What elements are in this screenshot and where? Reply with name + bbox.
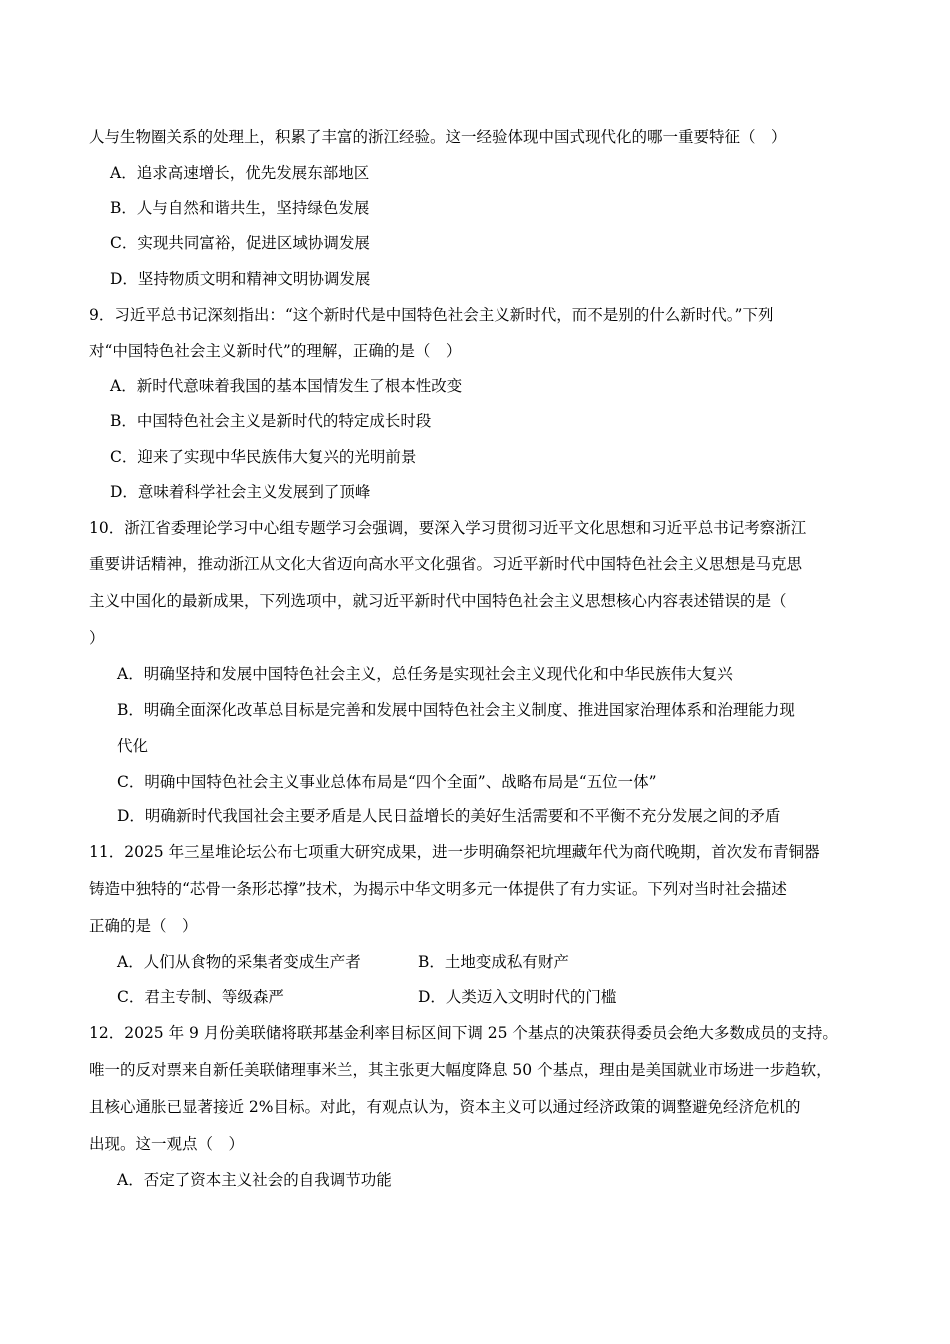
q9-option-b: B．中国特色社会主义是新时代的特定成长时段: [110, 412, 432, 430]
q9-option-c: C．迎来了实现中华民族伟大复兴的光明前景: [110, 448, 417, 466]
q8-option-a: A．追求高速增长，优先发展东部地区: [110, 164, 370, 182]
q10-option-b: B．明确全面深化改革总目标是完善和发展中国特色社会主义制度、推进国家治理体系和治理能力现: [117, 701, 795, 719]
q9-option-a: A．新时代意味着我国的基本国情发生了根本性改变: [110, 377, 463, 395]
q10-stem-line-3: 主义中国化的最新成果，下列选项中，就习近平新时代中国特色社会主义思想核心内容表述错误的是（: [89, 592, 787, 610]
q8-option-c: C．实现共同富裕，促进区域协调发展: [110, 234, 370, 252]
q10-option-d: D．明确新时代我国社会主要矛盾是人民日益增长的美好生活需要和不平衡不充分发展之间的矛盾: [117, 807, 781, 825]
q11-stem-line-3: 正确的是（ ）: [89, 917, 198, 935]
q9-stem-line-1: 9．习近平总书记深刻指出：“这个新时代是中国特色社会主义新时代，而不是别的什么新时代。”下列: [89, 306, 774, 324]
q10-option-b-continued: 代化: [117, 737, 149, 755]
q12-stem-line-3: 且核心通胀已显著接近 2%目标。对此，有观点认为，资本主义可以通过经济政策的调整避免经济危机的: [89, 1098, 801, 1116]
q12-stem-line-1: 12．2025 年 9 月份美联储将联邦基金利率目标区间下调 25 个基点的决策获得委员会绝大多数成员的支持。: [89, 1024, 838, 1042]
q9-option-d: D．意味着科学社会主义发展到了顶峰: [110, 483, 371, 501]
q12-stem-line-4: 出现。这一观点（ ）: [89, 1135, 245, 1153]
q12-option-a: A．否定了资本主义社会的自我调节功能: [117, 1171, 392, 1189]
q10-stem-line-4: ）: [89, 629, 105, 647]
q8-option-b: B．人与自然和谐共生，坚持绿色发展: [110, 199, 370, 217]
q8-stem-continuation: 人与生物圈关系的处理上，积累了丰富的浙江经验。这一经验体现中国式现代化的哪一重要特征（ ）: [89, 128, 787, 146]
q11-option-d: D．人类迈入文明时代的门槛: [418, 988, 617, 1006]
q9-stem-line-2: 对“中国特色社会主义新时代”的理解，正确的是（ ）: [89, 342, 462, 360]
q10-stem-line-1: 10．浙江省委理论学习中心组专题学习会强调，要深入学习贯彻习近平文化思想和习近平总书记考察浙江: [89, 519, 807, 537]
q12-stem-line-2: 唯一的反对票来自新任美联储理事米兰，其主张更大幅度降息 50 个基点，理由是美国就业市场进一步趋软，: [89, 1061, 832, 1079]
q10-option-c: C．明确中国特色社会主义事业总体布局是“四个全面”、战略布局是“五位一体”: [117, 773, 657, 791]
q11-option-b: B．土地变成私有财产: [418, 953, 569, 971]
q11-option-a: A．人们从食物的采集者变成生产者: [117, 953, 361, 971]
q11-option-c: C．君主专制、等级森严: [117, 988, 284, 1006]
q11-stem-line-1: 11．2025 年三星堆论坛公布七项重大研究成果，进一步明确祭祀坑埋藏年代为商代晚期，首次发布青铜器: [89, 843, 820, 861]
q10-stem-line-2: 重要讲话精神，推动浙江从文化大省迈向高水平文化强省。习近平新时代中国特色社会主义思想是马克思: [89, 555, 803, 573]
q11-stem-line-2: 铸造中独特的“芯骨一条形芯撑”技术，为揭示中华文明多元一体提供了有力实证。下列对当时社会描述: [89, 880, 787, 898]
q8-option-d: D．坚持物质文明和精神文明协调发展: [110, 270, 371, 288]
q10-option-a: A．明确坚持和发展中国特色社会主义，总任务是实现社会主义现代化和中华民族伟大复兴: [117, 665, 733, 683]
